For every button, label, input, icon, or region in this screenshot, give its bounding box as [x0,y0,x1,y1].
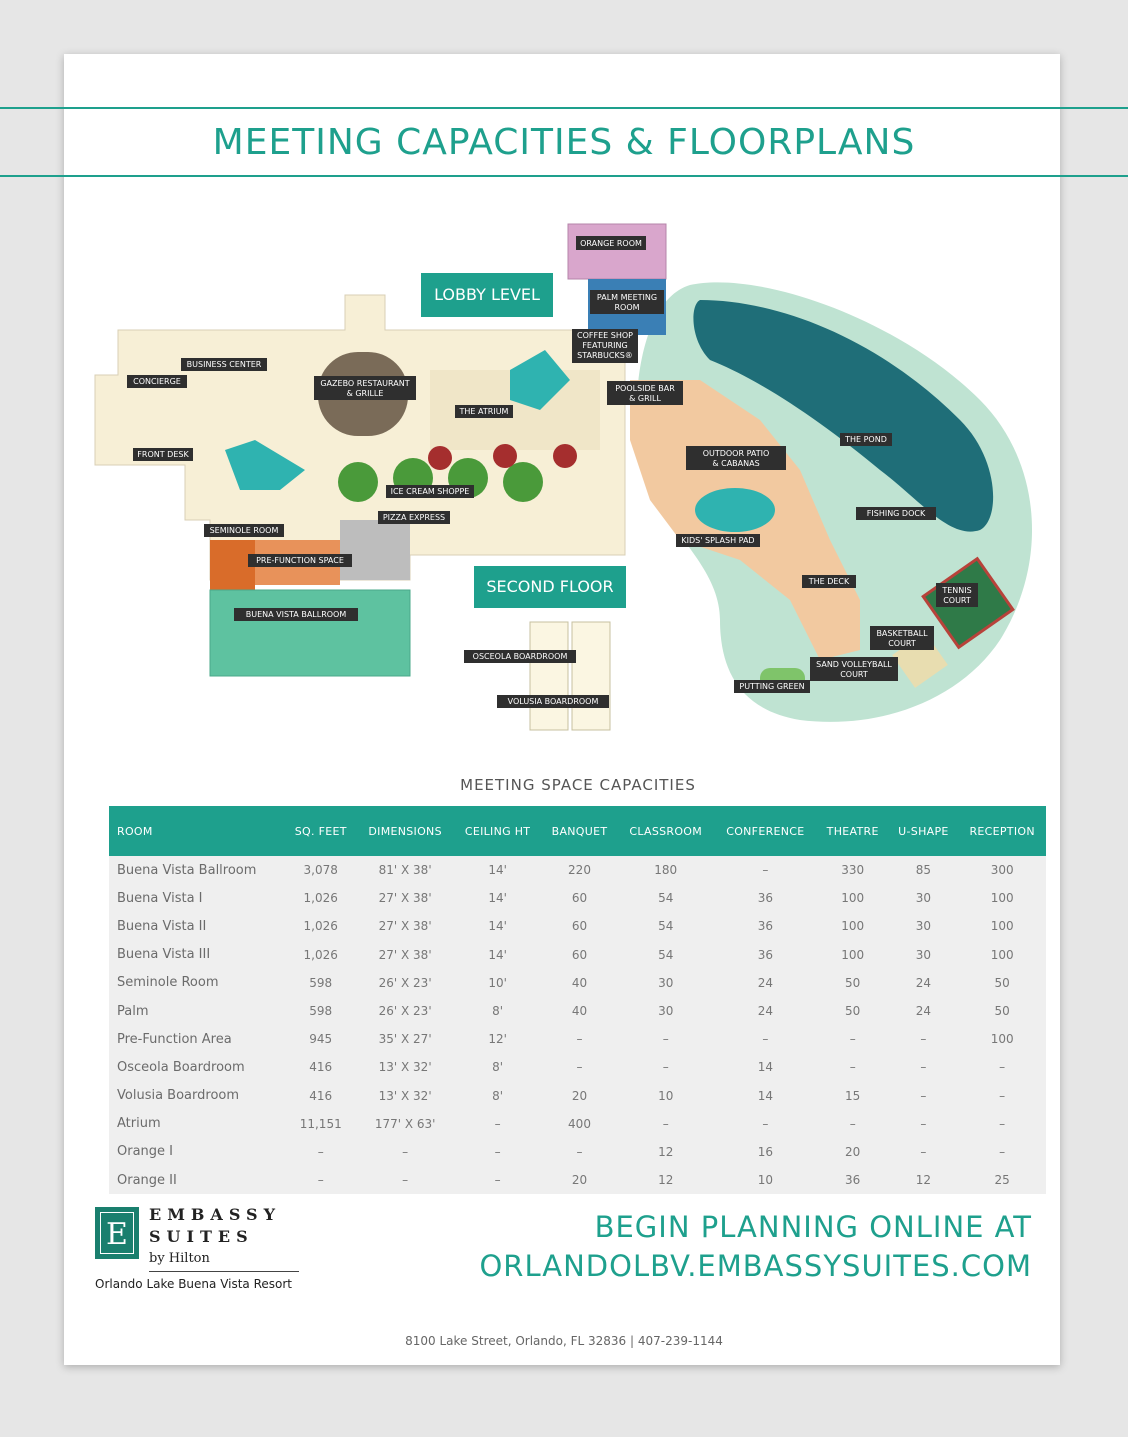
table-cell: 40 [571,1004,588,1019]
table-cell: 24 [757,1004,774,1019]
table-cell: 14' [488,919,507,934]
svg-text:CONCIERGE: CONCIERGE [133,377,181,386]
table-cell: 60 [571,919,588,934]
table-cell: 14 [757,1060,774,1075]
table-cell: – [920,1088,927,1103]
table-cell: 177' X 63' [374,1116,436,1131]
logo-divider [149,1271,299,1272]
table-row [109,1138,1046,1166]
label-concierge [127,375,187,388]
table-cell: 27' X 38' [378,891,432,906]
capacities-title: MEETING SPACE CAPACITIES [460,776,696,794]
logo-line-1: EMBASSY [149,1205,282,1224]
logo-resort-name: Orlando Lake Buena Vista Resort [95,1277,293,1291]
table-cell: – [849,1060,856,1075]
table-cell: 598 [309,1004,333,1019]
table-cell: 8' [492,1060,504,1075]
table-cell: 30 [658,975,674,990]
table-cell: 14' [488,863,507,878]
svg-text:TENNIS: TENNIS [942,586,972,595]
table-cell: 400 [568,1116,591,1131]
svg-text:FISHING DOCK: FISHING DOCK [866,509,926,518]
table-cell: 36 [845,1173,861,1188]
svg-text:PUTTING GREEN: PUTTING GREEN [739,682,805,691]
svg-text:THE ATRIUM: THE ATRIUM [459,407,509,416]
logo-line-3: by Hilton [149,1251,210,1266]
cta-line-1: BEGIN PLANNING ONLINE AT [594,1210,1032,1244]
gray-block [340,520,410,580]
kids-splash-pad [695,488,775,532]
table-cell: 24 [915,1004,932,1019]
table-cell: 50 [845,1004,861,1019]
table-header-row [109,806,1046,856]
table-row [109,1082,1046,1110]
table-cell: – [920,1032,927,1047]
table-cell: – [317,1144,324,1159]
svg-text:PIZZA EXPRESS: PIZZA EXPRESS [382,513,446,522]
room-name-cell: Buena Vista Ballroom [117,862,257,878]
table-cell: 27' X 38' [378,919,432,934]
table-cell: 12 [915,1173,932,1188]
table-cell: 24 [757,975,774,990]
label-poolside-bar [607,381,683,405]
label-outdoor-patio [686,446,786,470]
label-gazebo-restaurant [314,376,416,400]
table-cell: 300 [990,863,1014,878]
table-cell: 54 [658,919,674,934]
svg-text:ROOM: ROOM [614,303,640,312]
table-cell: 10' [488,975,507,990]
label-deck [802,575,856,588]
table-cell: – [849,1116,856,1131]
table-header-cell: CEILING HT [464,824,531,838]
table-cell: 100 [841,947,865,962]
table-cell: 3,078 [303,863,338,878]
label-basketball [870,626,934,650]
svg-text:PALM MEETING: PALM MEETING [596,293,658,302]
svg-text:POOLSIDE BAR: POOLSIDE BAR [615,384,675,393]
table-cell: – [402,1173,409,1188]
table-row [109,1166,1046,1194]
room-name-cell: Buena Vista III [117,947,211,963]
table-cell: 30 [915,919,932,934]
table-cell: – [494,1116,501,1131]
label-palm-meeting-room [590,290,664,314]
svg-text:SEMINOLE ROOM: SEMINOLE ROOM [209,526,279,535]
label-putting-green [734,680,810,693]
table-cell: 8' [492,1088,504,1103]
label-pizza-express [378,511,450,524]
label-volusia [497,695,609,708]
table-cell: – [762,1032,769,1047]
label-ice-cream [386,485,474,498]
svg-text:THE DECK: THE DECK [808,577,850,586]
table-cell: – [999,1060,1006,1075]
table-header-cell: DIMENSIONS [368,824,442,838]
table-cell: 15 [845,1088,861,1103]
svg-text:KIDS' SPLASH PAD: KIDS' SPLASH PAD [681,536,755,545]
table-row [109,1053,1046,1081]
footer-address: 8100 Lake Street, Orlando, FL 32836 | 407-239-1144 [405,1334,723,1348]
table-cell: – [920,1116,927,1131]
room-name-cell: Orange I [117,1144,173,1160]
table-cell: 100 [990,947,1014,962]
lobby-level-tag: LOBBY LEVEL [421,273,553,317]
table-cell: 100 [841,919,865,934]
table-header-cell: SQ. FEET [294,824,347,838]
room-name-cell: Palm [117,1003,149,1019]
label-atrium [455,405,513,418]
label-fishing-dock [856,507,936,520]
svg-text:OUTDOOR PATIO: OUTDOOR PATIO [702,449,770,458]
table-cell: – [494,1173,501,1188]
table-cell: 12 [658,1173,674,1188]
svg-text:SAND VOLLEYBALL: SAND VOLLEYBALL [816,660,892,669]
page-title: MEETING CAPACITIES & FLOORPLANS [212,122,916,163]
svg-text:GAZEBO RESTAURANT: GAZEBO RESTAURANT [320,379,410,388]
table-cell: – [576,1060,583,1075]
label-kids-splash [676,534,760,547]
room-name-cell: Volusia Boardroom [117,1088,240,1104]
embassy-suites-logo [95,1205,305,1295]
buena-vista-ballroom [210,590,410,676]
table-cell: 36 [757,891,774,906]
svg-text:FEATURING: FEATURING [582,341,628,350]
room-name-cell: Pre-Function Area [117,1031,232,1047]
svg-text:FRONT DESK: FRONT DESK [137,450,189,459]
label-seminole-room [204,524,284,537]
table-cell: – [999,1088,1006,1103]
capacities-table [109,806,1046,1194]
table-cell: 40 [571,975,588,990]
table-cell: 1,026 [303,919,338,934]
table-cell: – [402,1144,409,1159]
room-name-cell: Buena Vista I [117,890,203,906]
table-header-cell: BANQUET [551,824,608,838]
label-volleyball [810,657,898,681]
svg-text:& CABANAS: & CABANAS [712,459,760,468]
table-cell: 1,026 [303,891,338,906]
table-cell: 416 [309,1088,333,1103]
label-coffee-shop [572,329,638,363]
svg-text:VOLUSIA BOARDROOM: VOLUSIA BOARDROOM [507,697,599,706]
table-cell: 50 [845,975,861,990]
table-cell: – [920,1060,927,1075]
label-prefunction [248,554,352,567]
cta-block [479,1208,1032,1286]
table-cell: 54 [658,891,674,906]
logo-mark [95,1207,139,1259]
table-cell: 416 [309,1060,333,1075]
table-cell: 25 [994,1173,1010,1188]
svg-text:BUSINESS CENTER: BUSINESS CENTER [186,360,262,369]
table-cell: 100 [990,891,1014,906]
table-cell: 220 [568,863,591,878]
table-cell: 24 [915,975,932,990]
label-osceola [464,650,576,663]
svg-text:ORANGE ROOM: ORANGE ROOM [580,239,642,248]
label-ballroom [234,608,358,621]
svg-text:COURT: COURT [943,596,971,605]
room-name-cell: Atrium [117,1116,161,1132]
table-row [109,856,1046,884]
svg-text:COURT: COURT [888,639,916,648]
table-cell: – [662,1032,669,1047]
svg-text:STARBUCKS®: STARBUCKS® [577,351,633,360]
table-cell: – [762,1116,769,1131]
table-cell: 12' [488,1032,507,1047]
table-header-cell: RECEPTION [969,824,1035,838]
volusia-boardroom [572,622,610,730]
table-cell: 11,151 [299,1116,342,1131]
svg-text:BUENA VISTA BALLROOM: BUENA VISTA BALLROOM [245,610,347,619]
second-floor-tag: SECOND FLOOR [474,566,626,608]
table-cell: 8' [492,1004,504,1019]
table-cell: 20 [571,1088,588,1103]
svg-text:& GRILLE: & GRILLE [346,389,384,398]
label-front-desk [133,448,193,461]
table-cell: 10 [757,1173,774,1188]
label-business-center [181,358,267,371]
table-cell: – [999,1144,1006,1159]
svg-text:THE POND: THE POND [845,435,887,444]
table-cell: – [999,1116,1006,1131]
table-cell: 100 [990,1032,1014,1047]
room-name-cell: Seminole Room [117,975,219,991]
svg-text:PRE-FUNCTION SPACE: PRE-FUNCTION SPACE [256,556,344,565]
logo-letter: E [100,1212,134,1254]
svg-text:OSCEOLA BOARDROOM: OSCEOLA BOARDROOM [472,652,568,661]
table-header-cell: CONFERENCE [726,824,805,838]
table-cell: 14' [488,891,507,906]
table-cell: – [662,1060,669,1075]
table-cell: 20 [571,1173,588,1188]
label-pond [840,433,892,446]
table-header-cell: THEATRE [826,824,879,838]
table-cell: 54 [658,947,674,962]
table-cell: 945 [309,1032,333,1047]
osceola-boardroom [530,622,568,730]
table-cell: 12 [658,1144,674,1159]
label-tennis-court [936,583,978,607]
table-cell: – [576,1144,583,1159]
table-header-cell: U-SHAPE [898,824,949,838]
table-cell: 27' X 38' [378,947,432,962]
table-cell: – [494,1144,501,1159]
table-cell: 330 [841,863,865,878]
table-header-cell: ROOM [117,824,153,838]
table-cell: – [762,863,769,878]
table-cell: 50 [994,975,1010,990]
table-cell: 50 [994,1004,1010,1019]
room-name-cell: Buena Vista II [117,918,207,934]
table-cell: 30 [658,1004,674,1019]
table-cell: 26' X 23' [378,975,432,990]
table-cell: – [576,1032,583,1047]
table-cell: 14' [488,947,507,962]
table-cell: 100 [990,919,1014,934]
table-cell: – [920,1144,927,1159]
table-cell: 35' X 27' [378,1032,432,1047]
table-row [109,941,1046,969]
table-cell: 20 [845,1144,861,1159]
table-cell: 85 [915,863,932,878]
table-row [109,1025,1046,1053]
table-cell: 30 [915,891,932,906]
table-cell: – [662,1116,669,1131]
table-cell: – [849,1032,856,1047]
table-cell: 10 [658,1088,674,1103]
table-row [109,1110,1046,1138]
svg-text:ICE CREAM SHOPPE: ICE CREAM SHOPPE [390,487,470,496]
table-header-cell: CLASSROOM [629,824,703,838]
table-cell: 13' X 32' [378,1060,432,1075]
table-cell: 36 [757,919,774,934]
table-row [109,997,1046,1025]
svg-text:BASKETBALL: BASKETBALL [876,629,928,638]
table-cell: 30 [915,947,932,962]
orange-room [568,224,666,279]
table-cell: 36 [757,947,774,962]
table-cell: 60 [571,891,588,906]
table-cell: – [317,1173,324,1188]
label-orange-room [576,236,646,250]
table-row [109,969,1046,997]
table-cell: 60 [571,947,588,962]
svg-text:& GRILL: & GRILL [629,394,661,403]
room-name-cell: Orange II [117,1172,177,1188]
table-cell: 16 [757,1144,774,1159]
logo-line-2: SUITES [149,1227,254,1246]
table-row [109,884,1046,912]
table-cell: 100 [841,891,865,906]
table-cell: 26' X 23' [378,1004,432,1019]
cta-website-link[interactable]: ORLANDOLBV.EMBASSYSUITES.COM [479,1249,1032,1283]
svg-text:COURT: COURT [840,670,868,679]
table-row [109,912,1046,940]
table-cell: 14 [757,1088,774,1103]
table-cell: 13' X 32' [378,1088,432,1103]
table-cell: 180 [654,863,678,878]
room-name-cell: Osceola Boardroom [117,1059,245,1075]
table-cell: 1,026 [303,947,338,962]
table-cell: 81' X 38' [378,863,432,878]
svg-text:COFFEE SHOP: COFFEE SHOP [577,331,633,340]
table-cell: 598 [309,975,333,990]
